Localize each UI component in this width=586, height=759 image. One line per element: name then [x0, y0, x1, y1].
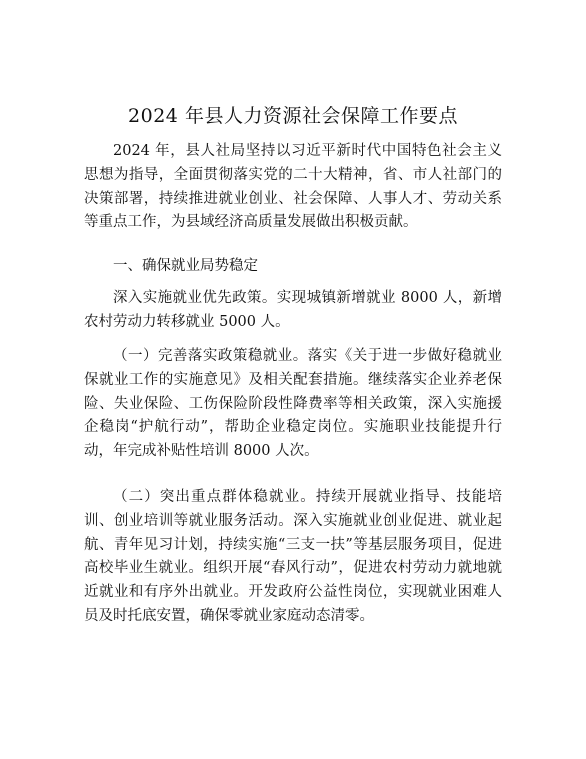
item-one-block — [84, 345, 502, 464]
item-two-block — [84, 486, 502, 629]
section-heading-block — [84, 255, 502, 279]
document-title: 2024 年县人力资源社会保障工作要点 — [128, 105, 458, 127]
intro-paragraph: 2024 年，县人社局坚持以习近平新时代中国特色社会主义思想为指导，全面贯彻落实党的二十大精神，省、市人社部门的决策部署，持续推进就业创业、社会保障、人事人才、劳动关系等重点工作，为县域经济高质量发展做出积极贡献。 — [84, 143, 502, 231]
intro-paragraph-block — [84, 140, 502, 235]
section-summary-paragraph: 深入实施就业优先政策。实现城镇新增就业 8000 人，新增农村劳动力转移就业 5000 人。 — [84, 290, 502, 330]
section-heading: 一、确保就业局势稳定 — [113, 258, 258, 274]
item-one-paragraph: （一）完善落实政策稳就业。落实《关于进一步做好稳就业保就业工作的实施意见》及相关配套措施。继续落实企业养老保险、失业保险、工伤保险阶段性降费率等相关政策，深入实施援企稳岗“护航行动”，帮助企业稳定岗位。实施职业技能提升行动，年完成补贴性培训 8000 人次。 — [84, 348, 502, 460]
section-summary-block — [84, 287, 502, 335]
item-two-paragraph: （二）突出重点群体稳就业。持续开展就业指导、技能培训、创业培训等就业服务活动。深入实施就业创业促进、就业起航、青年见习计划，持续实施“三支一扶”等基层服务项目，促进高校毕业生就业。组织开展“春风行动”，促进农村劳动力就地就近就业和有序外出就业。开发政府公益性岗位，实现就业困难人员及时托底安置，确保零就业家庭动态清零。 — [84, 489, 502, 624]
